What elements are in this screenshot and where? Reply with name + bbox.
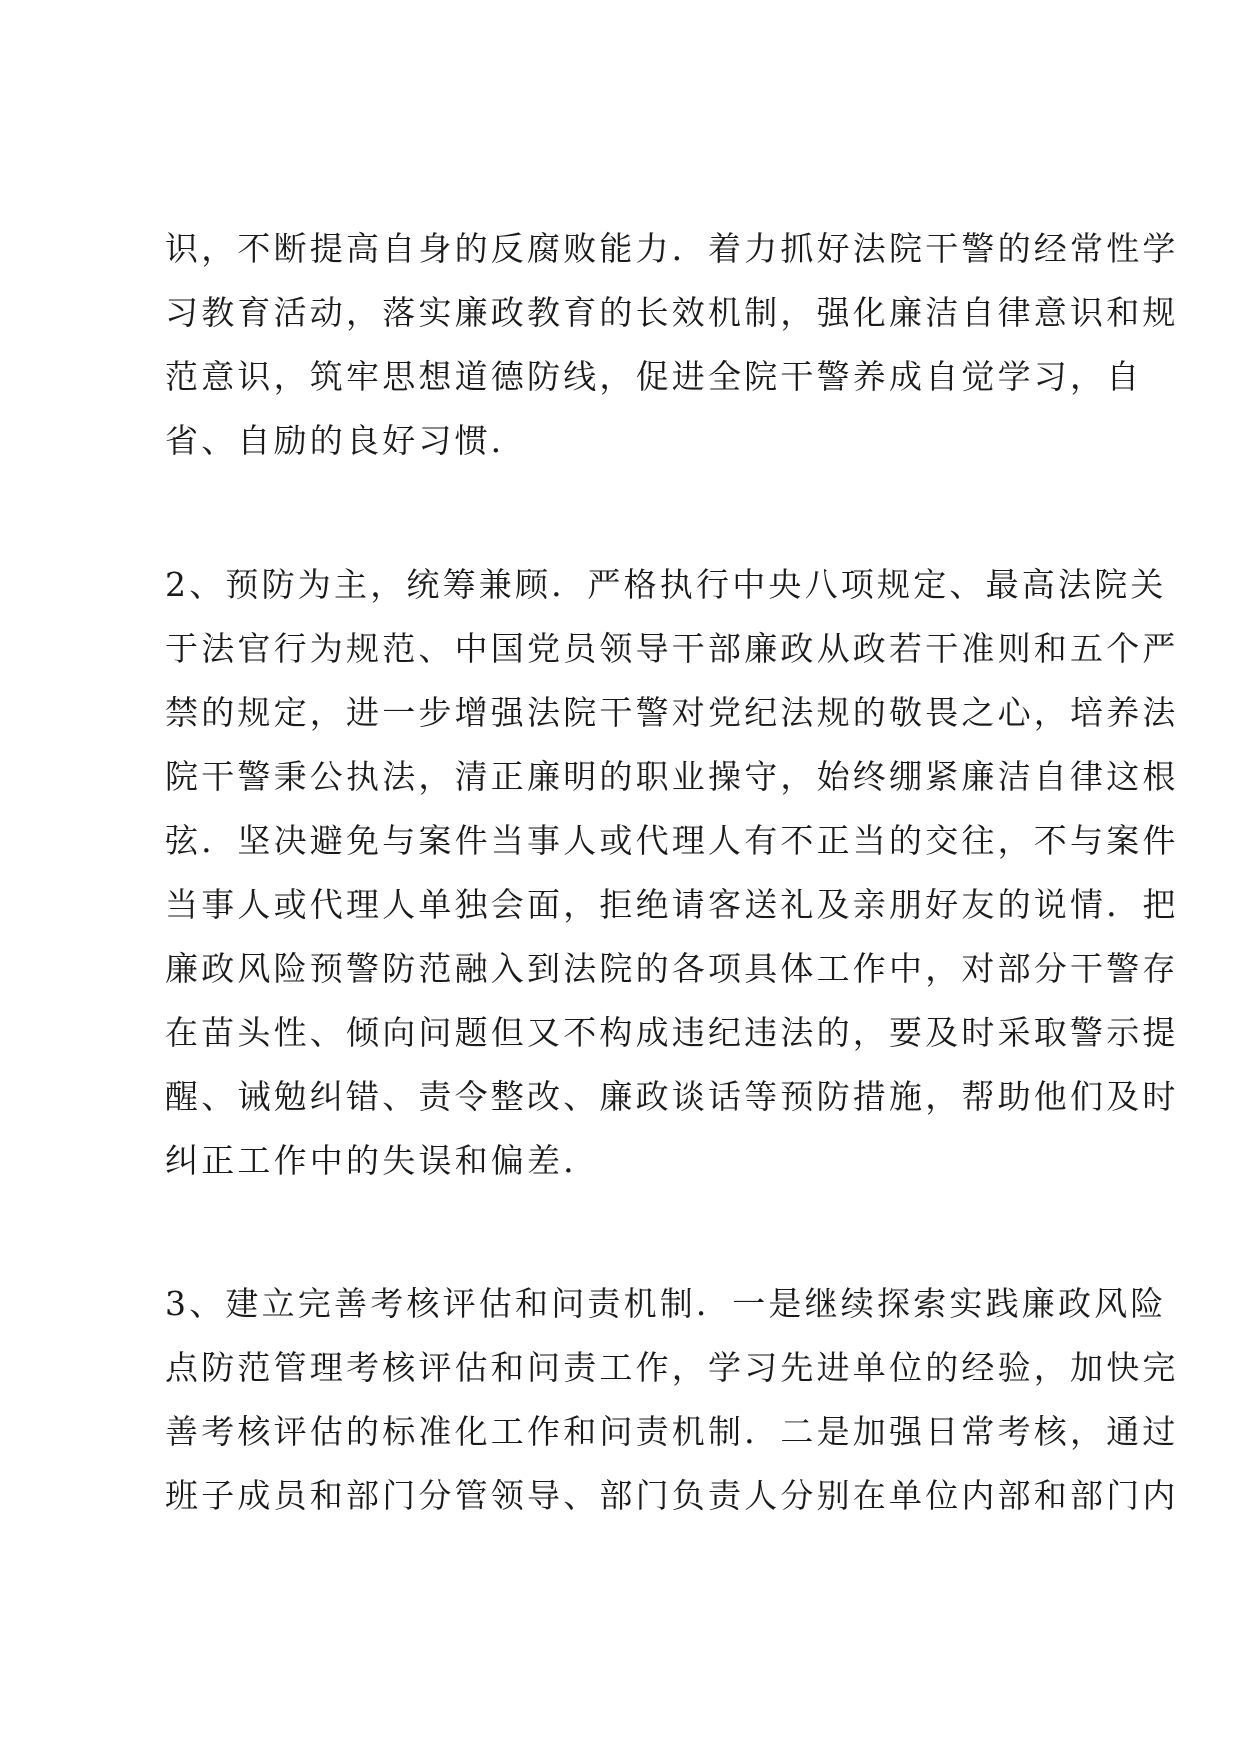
paragraph-line: 廉政风险预警防范融入到法院的各项具体工作中，对部分干警存 xyxy=(165,949,1179,988)
paragraph-1 xyxy=(165,217,1179,473)
paragraph-line: 院干警秉公执法，清正廉明的职业操守，始终绷紧廉洁自律这根 xyxy=(165,757,1179,796)
paragraph-line: 禁的规定，进一步增强法院干警对党纪法规的敬畏之心，培养法 xyxy=(165,693,1179,732)
paragraph-line: 班子成员和部门分管领导、部门负责人分别在单位内部和部门内 xyxy=(165,1476,1179,1515)
paragraph-line: 点防范管理考核评估和问责工作，学习先进单位的经验，加快完 xyxy=(165,1348,1179,1387)
paragraph-line: 于法官行为规范、中国党员领导干部廉政从政若干准则和五个严 xyxy=(165,629,1179,668)
paragraph-line: 省、自励的良好习惯． xyxy=(165,421,527,460)
paragraph-line: 3、建立完善考核评估和问责机制．一是继续探索实践廉政风险 xyxy=(165,1284,1167,1323)
paragraph-line: 弦．坚决避免与案件当事人或代理人有不正当的交往，不与案件 xyxy=(165,821,1179,860)
paragraph-3 xyxy=(165,1272,1179,1528)
paragraph-line: 2、预防为主，统筹兼顾．严格执行中央八项规定、最高法院关 xyxy=(165,565,1167,604)
paragraph-line: 识，不断提高自身的反腐败能力．着力抓好法院干警的经常性学 xyxy=(165,229,1179,268)
paragraph-line: 在苗头性、倾向问题但又不构成违纪违法的，要及时采取警示提 xyxy=(165,1013,1179,1052)
paragraph-line: 范意识，筑牢思想道德防线，促进全院干警养成自觉学习，自 xyxy=(165,357,1143,396)
paragraph-line: 当事人或代理人单独会面，拒绝请客送礼及亲朋好友的说情．把 xyxy=(165,885,1179,924)
paragraph-line: 善考核评估的标准化工作和问责机制．二是加强日常考核，通过 xyxy=(165,1412,1179,1451)
paragraph-2 xyxy=(165,553,1179,1193)
paragraph-line: 醒、诫勉纠错、责令整改、廉政谈话等预防措施，帮助他们及时 xyxy=(165,1077,1179,1116)
paragraph-line: 习教育活动，落实廉政教育的长效机制，强化廉洁自律意识和规 xyxy=(165,293,1179,332)
paragraph-line: 纠正工作中的失误和偏差． xyxy=(165,1141,600,1180)
